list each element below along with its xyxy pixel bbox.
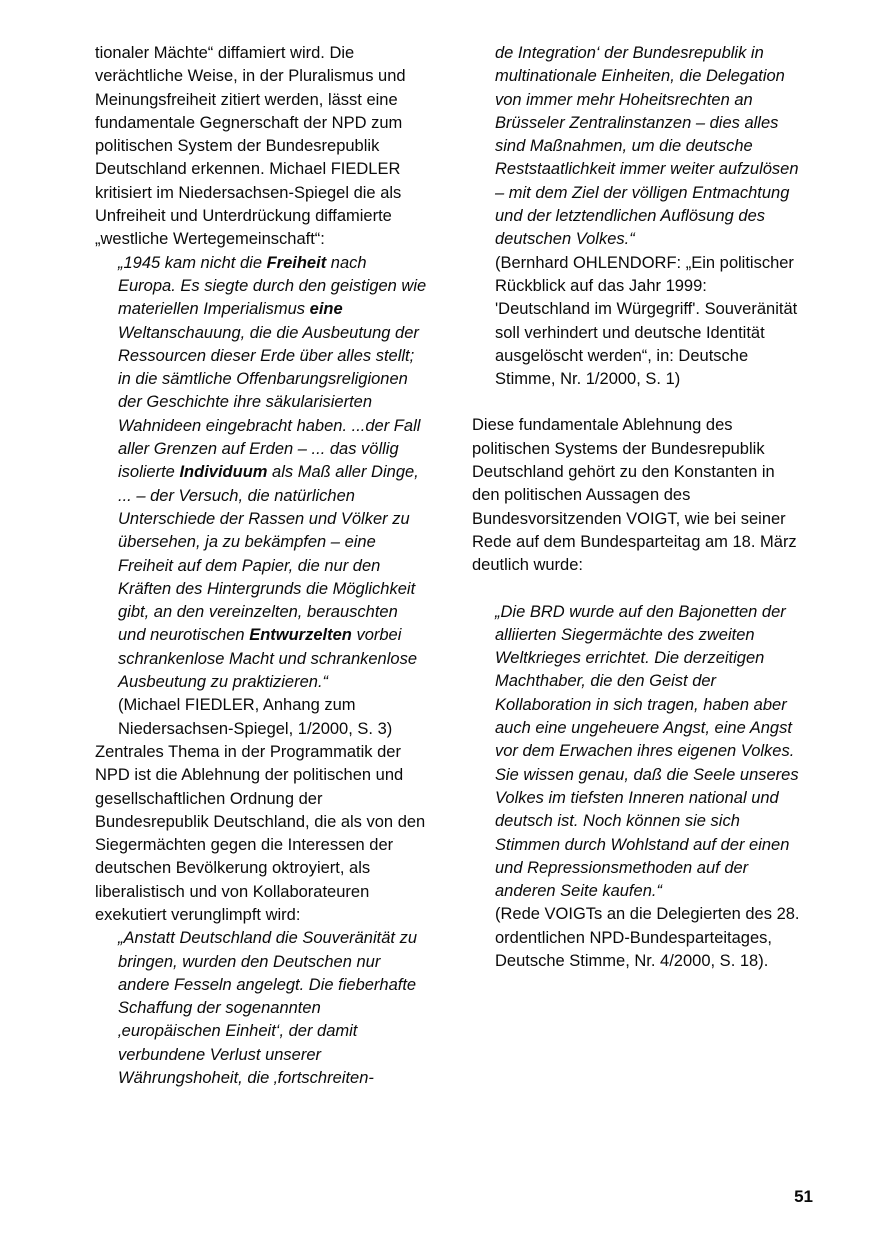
quote-segment-bold: Individuum [179,463,268,482]
quote-segment: „1945 kam nicht die [118,253,267,272]
quote-segment: nach Europa. Es siegte durch den geistigen wie materiellen Imperialismus [118,253,427,319]
block-quote-ohlendorf-part2: de Integration‘ der Bundesrepublik in multinationale Einheiten, die Delegation von immer mehr Hoheitsrechten an Brüsseler Zentralinstanzen – dies alles sind Maßnahmen, um die deutsche Reststaatlichkeit immer weiter aufzulösen – mit dem Ziel der völligen Entmachtung und der letztendlichen Auflösung des deutschen Volkes.“ [495,44,799,249]
quote-segment-bold: eine [309,300,343,319]
right-column [472,42,805,1090]
block-quote-ohlendorf-part1: „Anstatt Deutschland die Souveränität zu bringen, wurden den Deutschen nur andere Fesseln angelegt. Die fieberhafte Schaffung der sogenannten ‚europäischen Einheit‘, der damit verbundene Verlust unserer Währungshoheit, die ‚fortschreiten- [118,929,418,1088]
citation-ohlendorf: (Bernhard OHLENDORF: „Ein politischer Rückblick auf das Jahr 1999: 'Deutschland im Würgegriff'. Souveränität soll verhindert und deutsche Identität ausgelöscht werden“, in: Deutsche Stimme, Nr. 1/2000, S. 1) [495,253,798,389]
quote-segment: vorbei schrankenlose Macht und schrankenlose Ausbeutung zu praktizieren.“ [118,626,418,692]
citation-voigt: (Rede VOIGTs an die Delegierten des 28. ordentlichen NPD-Bundesparteitages, Deutsche Stimme, Nr. 4/2000, S. 18). [495,905,800,970]
paragraph-intro: tionaler Mächte“ diffamiert wird. Die verächtliche Weise, in der Pluralismus und Meinungsfreiheit zitiert werden, lässt eine fundamentale Gegnerschaft der NPD zum politischen System der Bundesrepublik Deutschland erkennen. Michael FIEDLER kritisiert im Niedersachsen-Spiegel die als Unfreiheit und Unterdrückung diffamierte „westliche Wertegemeinschaft“: [95,44,406,249]
paragraph-zentrales-thema: Zentrales Thema in der Programmatik der NPD ist die Ablehnung der politischen und gesellschaftlichen Ordnung der Bundesrepublik Deutschland, die als von den Siegermächten gegen die Interessen der deutschen Bevölkerung oktroyiert, als liberalistisch und von Kollaborateuren exekutiert verunglimpft wird: [95,742,426,924]
quote-segment: Weltanschauung, die die Ausbeutung der Ressourcen dieser Erde über alles stellt; in die sämtliche Offenbarungsreligionen der Geschichte ihre säkularisierten Wahnideen eingebracht haben. ...der Fall aller Grenzen auf Erden – ... das völlig isolierte [118,323,421,482]
block-quote-voigt: „Die BRD wurde auf den Bajonetten der alliierten Siegermächte des zweiten Weltkrieges errichtet. Die derzeitigen Machthaber, die den Geist der Kollaboration in sich tragen, haben aber auch eine ungeheuere Angst, eine Angst vor dem Erwachen ihres eigenen Volkes. Sie wissen genau, daß die Seele unseres Volkes im tiefsten Inneren national und deutsch ist. Noch können sie sich Stimmen durch Wohlstand auf der einen und Repressionsmethoden auf der anderen Seite kaufen.“ [495,602,799,901]
paragraph-diese-ablehnung: Diese fundamentale Ablehnung des politischen Systems der Bundesrepublik Deutschland gehört zu den Konstanten in den politischen Aussagen des Bundesvorsitzenden VOIGT, wie bei seiner Rede auf dem Bundesparteitag am 18. März deutlich wurde: [472,416,797,575]
citation-fiedler: (Michael FIEDLER, Anhang zum Niedersachsen-Spiegel, 1/2000, S. 3) [118,696,393,738]
block-quote-fiedler [95,252,428,695]
left-column [95,42,428,1090]
quote-segment: als Maß aller Dinge, ... – der Versuch, die natürlichen Unterschiede der Rassen und Völker zu übersehen, ja zu bekämpfen – eine Freiheit auf dem Papier, die nur den Kräften des Hintergrunds die Möglichkeit gibt, an den vereinzelten, berauschten und neurotischen [118,463,419,645]
page-number: 51 [794,1187,813,1206]
quote-segment-bold: Freiheit [266,253,327,272]
quote-segment-bold: Entwurzelten [249,626,352,645]
